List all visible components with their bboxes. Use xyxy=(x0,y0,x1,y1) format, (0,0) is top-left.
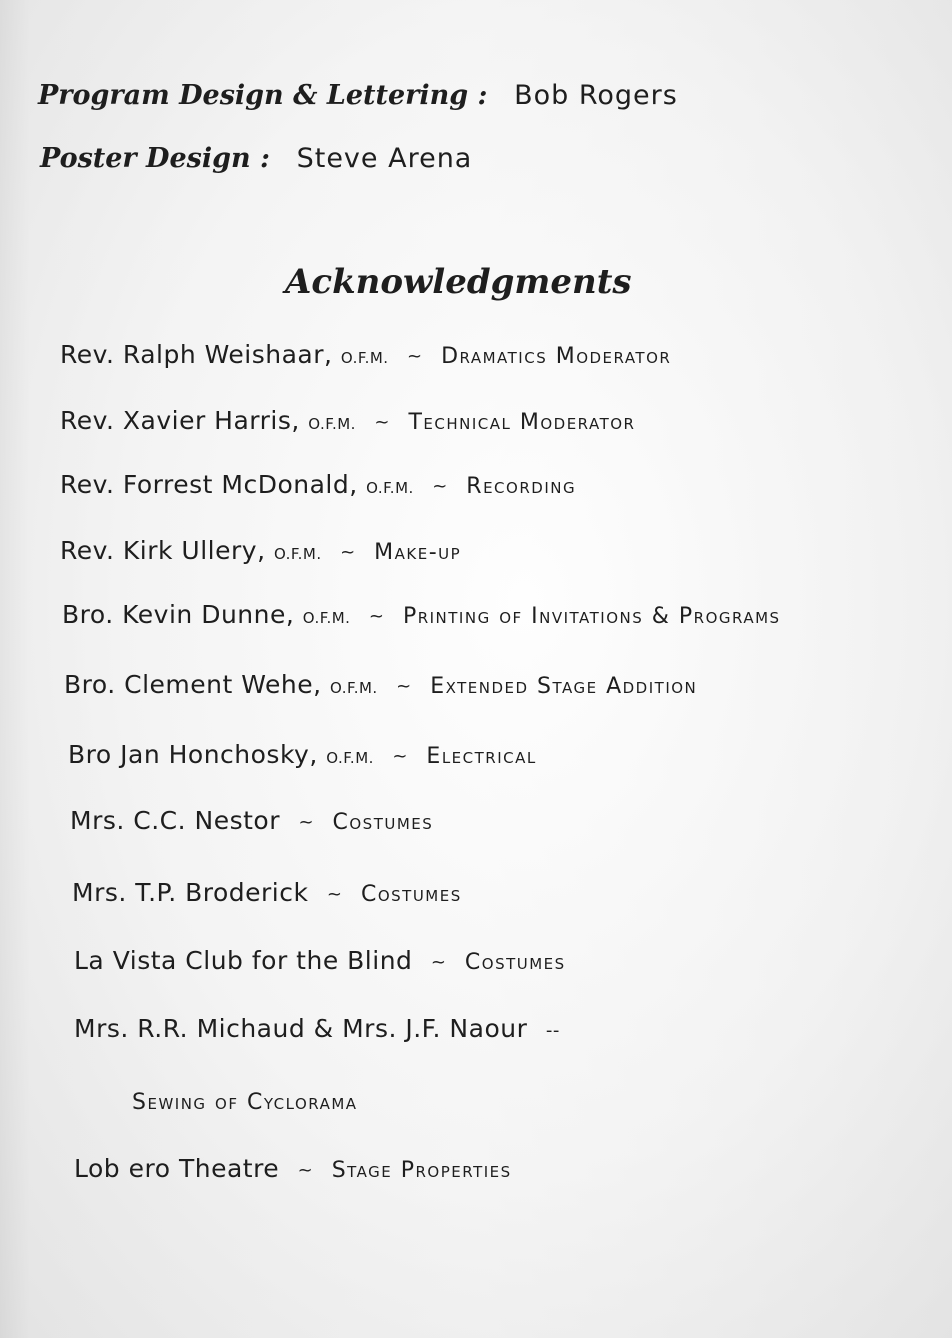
ack-entry xyxy=(60,536,461,565)
ack-role: Printing of Invitations & Programs xyxy=(402,604,781,629)
ack-entry xyxy=(74,1154,512,1183)
ack-separator: ~ xyxy=(374,411,390,433)
poster-design-label: Poster Design : xyxy=(40,143,270,174)
ack-role: Stage Properties xyxy=(331,1158,512,1183)
ack-name: La Vista Club for the Blind xyxy=(74,946,413,975)
ack-separator: ~ xyxy=(407,345,423,367)
ack-name: Mrs. T.P. Broderick xyxy=(72,878,309,907)
ack-suffix: O.F.M. xyxy=(326,749,374,767)
ack-name: Rev. Xavier Harris, xyxy=(60,406,300,435)
ack-role: Costumes xyxy=(464,950,566,975)
ack-entry xyxy=(70,806,433,835)
program-designer-name: Bob Rogers xyxy=(514,80,678,111)
poster-designer-name: Steve Arena xyxy=(296,143,473,174)
ack-suffix: O.F.M. xyxy=(330,679,378,697)
ack-entry xyxy=(68,740,537,769)
ack-separator: ~ xyxy=(298,811,315,833)
ack-role: Make-up xyxy=(374,540,462,565)
ack-name: Mrs. R.R. Michaud & Mrs. J.F. Naour xyxy=(74,1014,528,1043)
ack-separator: ~ xyxy=(430,951,447,973)
ack-separator: ~ xyxy=(368,605,385,627)
ack-entry xyxy=(60,406,635,435)
ack-name: Rev. Kirk Ullery, xyxy=(60,536,266,565)
ack-role: Technical Moderator xyxy=(408,410,636,435)
ack-separator: ~ xyxy=(392,745,408,767)
ack-separator: ~ xyxy=(396,675,412,697)
ack-separator: ~ xyxy=(340,541,356,563)
ack-entry xyxy=(62,600,781,629)
ack-role: Costumes xyxy=(332,810,434,835)
ack-suffix: O.F.M. xyxy=(302,609,351,627)
ack-entry xyxy=(60,470,576,499)
ack-entry xyxy=(74,946,566,975)
ack-entry xyxy=(64,670,697,699)
ack-entry-continuation xyxy=(132,1086,358,1115)
ack-separator: ~ xyxy=(326,883,343,905)
ack-name: Rev. Forrest McDonald, xyxy=(60,470,358,499)
ack-name: Mrs. C.C. Nestor xyxy=(70,806,281,835)
ack-suffix: O.F.M. xyxy=(340,349,389,367)
ack-entry xyxy=(72,878,462,907)
ack-role: Extended Stage Addition xyxy=(430,674,698,699)
acknowledgments-heading: Acknowledgments xyxy=(285,262,632,302)
ack-name: Bro. Kevin Dunne, xyxy=(62,600,295,629)
ack-separator: -- xyxy=(545,1019,560,1041)
poster-design-credit xyxy=(40,143,472,174)
ack-role: Dramatics Moderator xyxy=(441,344,672,369)
ack-suffix: O.F.M. xyxy=(273,545,322,563)
ack-suffix: O.F.M. xyxy=(308,415,356,433)
ack-name: Bro Jan Honchosky, xyxy=(68,740,318,769)
ack-name: Bro. Clement Wehe, xyxy=(64,670,322,699)
ack-suffix: O.F.M. xyxy=(366,479,414,497)
ack-entry xyxy=(74,1014,570,1043)
ack-role: Electrical xyxy=(426,744,537,769)
ack-role: Recording xyxy=(466,474,577,499)
ack-name: Rev. Ralph Weishaar, xyxy=(60,340,333,369)
ack-separator: ~ xyxy=(432,475,448,497)
program-design-label: Program Design & Lettering : xyxy=(38,80,488,111)
ack-name: Lob ero Theatre xyxy=(74,1154,280,1183)
ack-entry xyxy=(60,340,671,369)
ack-role: Costumes xyxy=(360,882,462,907)
program-design-credit xyxy=(38,80,678,111)
ack-role: Sewing of Cyclorama xyxy=(132,1090,358,1115)
ack-separator: ~ xyxy=(297,1159,314,1181)
